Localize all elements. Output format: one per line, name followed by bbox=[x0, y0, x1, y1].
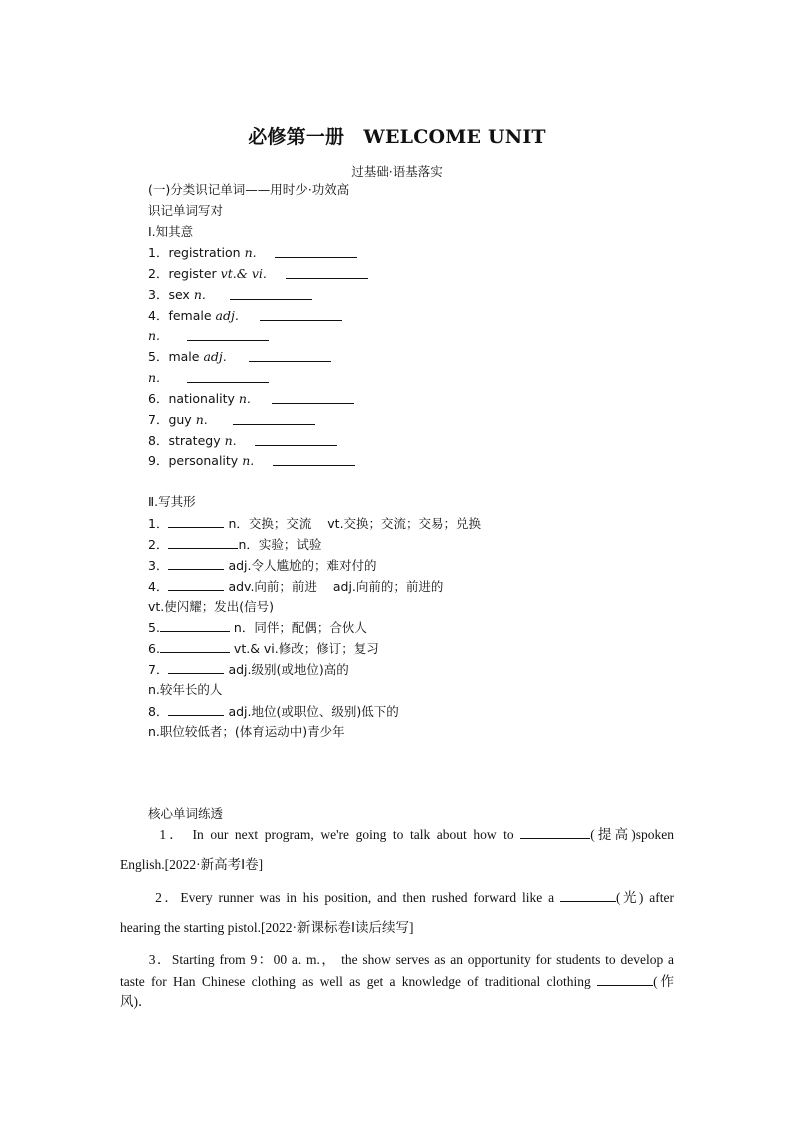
question-line: English.[2022·新高考Ⅰ卷] bbox=[120, 857, 264, 872]
list-item: 5. n．同伴；配偶；合伙人 bbox=[148, 620, 367, 635]
list-item: n.职位较低者；(体育运动中)青少年 bbox=[148, 724, 345, 739]
answer-blank[interactable] bbox=[168, 661, 224, 674]
list-item: n. bbox=[148, 328, 160, 344]
list-item: 1．registration n. bbox=[148, 245, 257, 261]
answer-blank[interactable] bbox=[260, 308, 342, 321]
list-item: 8．strategy n. bbox=[148, 433, 237, 449]
part2-heading: Ⅱ.写其形 bbox=[148, 494, 196, 509]
answer-blank[interactable] bbox=[187, 328, 269, 341]
question-line: 1． In our next program, we're going to talk about how to (提高)spoken bbox=[159, 827, 674, 842]
list-item: 3．sex n. bbox=[148, 287, 206, 303]
list-item: 6. vt.& vi.修改；修订；复习 bbox=[148, 641, 379, 656]
section-heading: 核心单词练透 bbox=[148, 806, 224, 821]
answer-blank[interactable] bbox=[286, 266, 368, 279]
answer-blank[interactable] bbox=[560, 889, 616, 902]
list-item: 9．personality n. bbox=[148, 453, 254, 469]
list-item: 3． adj.令人尴尬的；难对付的 bbox=[148, 558, 377, 573]
list-item: 4．female adj. bbox=[148, 308, 239, 324]
answer-blank[interactable] bbox=[187, 370, 269, 383]
list-item: n.较年长的人 bbox=[148, 682, 223, 697]
question-line: 风)． bbox=[120, 994, 152, 1009]
answer-blank[interactable] bbox=[168, 536, 238, 549]
question-line: 3．Starting from 9：00 a. m.， the show serves as an opportunity for students to develop a bbox=[148, 952, 674, 967]
answer-blank[interactable] bbox=[597, 973, 653, 986]
list-item: n. bbox=[148, 370, 160, 386]
answer-blank[interactable] bbox=[160, 619, 230, 632]
answer-blank[interactable] bbox=[255, 433, 337, 446]
question-line: hearing the starting pistol.[2022·新课标卷Ⅰ读后续写] bbox=[120, 920, 414, 935]
page-subtitle: 过基础·语基落实 bbox=[351, 164, 443, 179]
answer-blank[interactable] bbox=[168, 515, 224, 528]
list-item: 4． adv.向前；前进 adj.向前的；前进的 bbox=[148, 579, 444, 594]
list-item: vt.使闪耀；发出(信号) bbox=[148, 599, 275, 614]
answer-blank[interactable] bbox=[230, 287, 312, 300]
list-item: 7． adj.级别(或地位)高的 bbox=[148, 662, 349, 677]
section-heading: (一)分类识记单词——用时少·功效高 bbox=[148, 182, 350, 197]
part1-heading: Ⅰ.知其意 bbox=[148, 224, 194, 239]
list-item: 1． n．交换；交流 vt.交换；交流；交易；兑换 bbox=[148, 516, 482, 531]
answer-blank[interactable] bbox=[168, 703, 224, 716]
page-title: 必修第一册 WELCOME UNIT bbox=[248, 126, 546, 148]
list-item: 2．register vt.& vi. bbox=[148, 266, 267, 282]
list-item: 6．nationality n. bbox=[148, 391, 251, 407]
answer-blank[interactable] bbox=[233, 412, 315, 425]
answer-blank[interactable] bbox=[273, 453, 355, 466]
answer-blank[interactable] bbox=[272, 391, 354, 404]
answer-blank[interactable] bbox=[168, 557, 224, 570]
answer-blank[interactable] bbox=[249, 349, 331, 362]
list-item: 7．guy n. bbox=[148, 412, 208, 428]
answer-blank[interactable] bbox=[168, 578, 224, 591]
list-item: 5．male adj. bbox=[148, 349, 227, 365]
answer-blank[interactable] bbox=[275, 245, 357, 258]
answer-blank[interactable] bbox=[160, 640, 230, 653]
list-item: 8． adj.地位(或职位、级别)低下的 bbox=[148, 704, 399, 719]
section-subheading: 识记单词写对 bbox=[148, 203, 224, 218]
answer-blank[interactable] bbox=[520, 826, 590, 839]
list-item: 2． n．实验；试验 bbox=[148, 537, 322, 552]
question-line: 2．Every runner was in his position, and then rushed forward like a (光) after bbox=[155, 890, 675, 905]
question-line: taste for Han Chinese clothing as well as get a knowledge of traditional clothing (作 bbox=[120, 974, 675, 989]
